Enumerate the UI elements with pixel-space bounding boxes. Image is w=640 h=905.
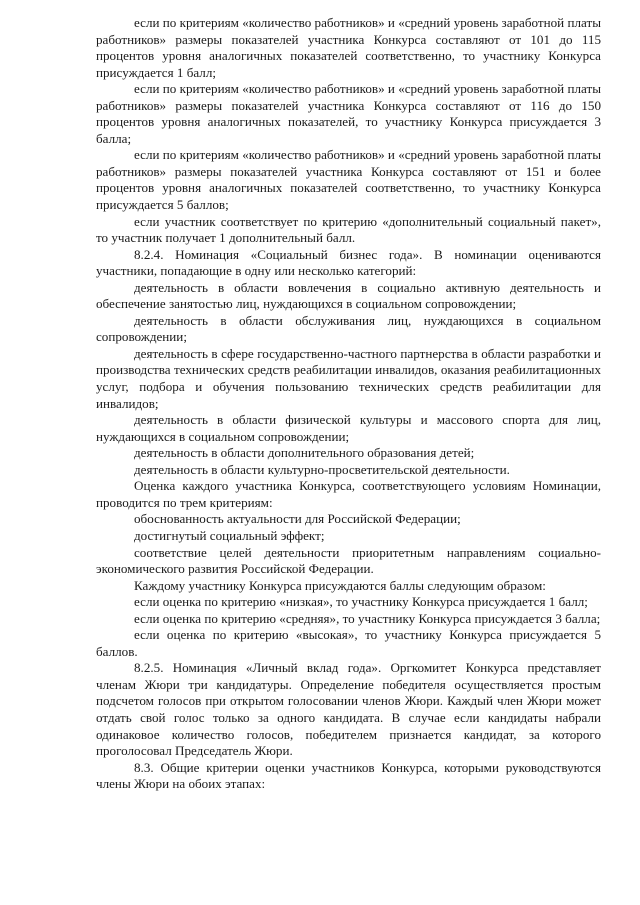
paragraph-score-high: если оценка по критерию «высокая», то участнику Конкурса присуждается 5 баллов.: [96, 627, 601, 659]
paragraph-category-education: деятельность в области дополнительного образования детей;: [134, 445, 475, 461]
paragraph-scoring-intro: Каждому участнику Конкурса присуждаются баллы следующим образом:: [134, 577, 546, 593]
paragraph-section-8-2-4: 8.2.4. Номинация «Социальный бизнес года». В номинации оцениваются участники, попадающие в одну или несколько категорий:: [96, 246, 601, 279]
paragraph-criteria-101-115: если по критериям «количество работников» и «средний уровень заработной платы работников» размеры показателей участника Конкурса составляют от 101 до 115 процентов уровня аналогичных показателей соответственно, то участнику Конкурса присуждается 1 балл;: [96, 15, 601, 80]
paragraph-criterion-relevance: обоснованность актуальности для Российской Федерации;: [134, 511, 461, 527]
paragraph-category-involvement: деятельность в области вовлечения в социально активную деятельность и обеспечение занятостью лиц, нуждающихся в социальном сопровождении;: [96, 279, 601, 312]
document-page: [96, 15, 601, 793]
paragraph-criterion-priorities: соответствие целей деятельности приоритетным направлениям социально-экономического развития Российской Федерации.: [96, 544, 601, 577]
paragraph-criteria-116-150: если по критериям «количество работников» и «средний уровень заработной платы работников» размеры показателей участника Конкурса составляют от 116 до 150 процентов уровня аналогичных показателей, то участнику Конкурса присуждается 3 балла;: [96, 81, 601, 146]
paragraph-category-culture: деятельность в области культурно-просветительской деятельности.: [134, 461, 510, 477]
paragraph-criterion-effect: достигнутый социальный эффект;: [134, 527, 325, 543]
paragraph-category-sport: деятельность в области физической культуры и массового спорта для лиц, нуждающихся в социальном сопровождении;: [96, 412, 601, 444]
paragraph-section-8-3: 8.3. Общие критерии оценки участников Конкурса, которыми руководствуются члены Жюри на обоих этапах:: [96, 759, 601, 792]
paragraph-section-8-2-5: 8.2.5. Номинация «Личный вклад года». Оргкомитет Конкурса представляет членам Жюри три кандидатуры. Определение победителя осуществляется простым подсчетом голосов при открытом голосовании членов Жюри. Каждый член Жюри может отдать свой голос только за одного кандидата. В случае если кандидаты набрали одинаковое количество голосов, победителем признается кандидат, за которого проголосовал Председатель Жюри.: [96, 660, 601, 759]
paragraph-score-medium: если оценка по критерию «средняя», то участнику Конкурса присуждается 3 балла;: [134, 610, 601, 626]
paragraph-evaluation-intro: Оценка каждого участника Конкурса, соответствующего условиям Номинации, проводится по трем критериям:: [96, 478, 601, 510]
paragraph-criteria-151-plus: если по критериям «количество работников» и «средний уровень заработной платы работников» размеры показателей участника Конкурса составляют от 151 и более процентов уровня аналогичных показателей соответственно, то участнику Конкурса присуждается 5 баллов;: [96, 147, 601, 213]
paragraph-score-low: если оценка по критерию «низкая», то участнику Конкурса присуждается 1 балл;: [134, 594, 588, 610]
paragraph-category-service: деятельность в области обслуживания лиц, нуждающихся в социальном сопровождении;: [96, 312, 601, 345]
paragraph-category-partnership: деятельность в сфере государственно-частного партнерства в области разработки и производства технических средств реабилитации инвалидов, оказания реабилитационных услуг, подбора и обучения пользованию технических средств реабилитации для инвалидов;: [96, 345, 601, 411]
paragraph-social-package: если участник соответствует по критерию «дополнительный социальный пакет», то участник получает 1 дополнительный балл.: [96, 213, 601, 246]
